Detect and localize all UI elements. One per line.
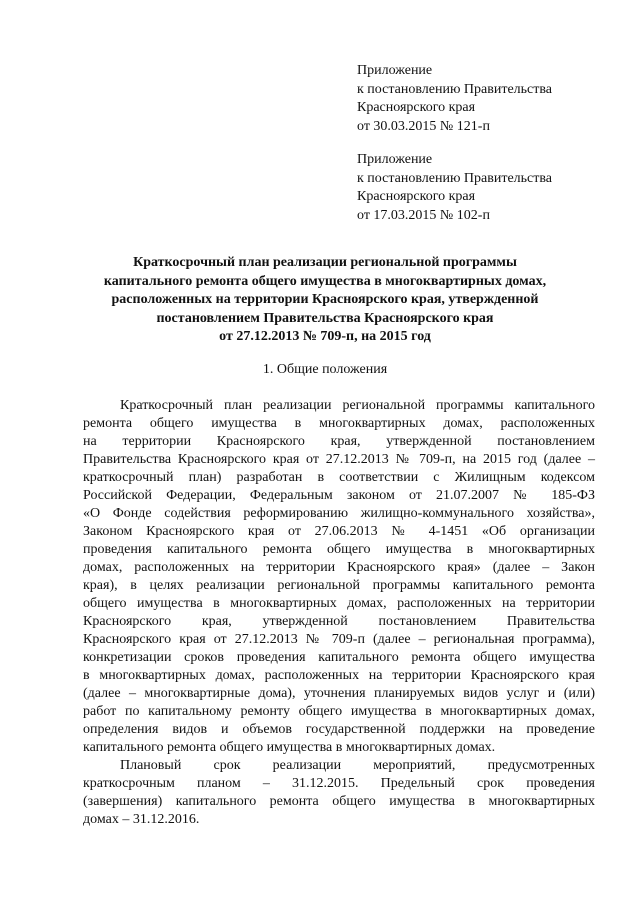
paragraph-line: на территории Красноярского края, утвержденной постановлением [83,434,595,449]
title-line: постановлением Правительства Красноярского края [156,310,494,326]
paragraph-line: края), в целях реализации региональной программы капитального ремонта [83,578,595,593]
document-title [70,254,580,347]
paragraph-line: в многоквартирных домах, расположенных на территории Красноярского края [83,668,595,683]
paragraph-line: Плановый срок реализации мероприятий, предусмотренных [120,758,595,773]
paragraph-line: общего имущества в многоквартирных домах, расположенных на территории [83,596,595,611]
appendix-line: Приложение [357,63,433,78]
appendix-note-current [357,62,552,136]
paragraph-line: домах – 31.12.2016. [83,812,200,827]
title-line: от 27.12.2013 № 709-п, на 2015 год [219,329,431,344]
appendix-line: Приложение [357,152,433,167]
appendix-line: к постановлению Правительства [357,81,553,97]
paragraph-line: домах, расположенных на территории Красноярского края» (далее – Закон [83,560,595,575]
paragraph-line: проведения капитального ремонта общего имущества в многоквартирных [83,542,595,557]
paragraph-line: (завершения) капитального ремонта общего имущества в многоквартирных [83,794,595,809]
paragraph-line: Российской Федерации, Федеральным законом от 21.07.2007 № 185-ФЗ [83,488,595,503]
paragraph-line: капитального ремонта общего имущества в многоквартирных домах. [83,740,496,755]
paragraph-line: Правительства Красноярского края от 27.12.2013 № 709-п, на 2015 год (далее – [83,452,595,467]
paragraph-line: Краткосрочный план реализации региональной программы капитального [120,398,595,413]
appendix-note-original [357,151,552,225]
paragraph-line: Красноярского края, утвержденной постановлением Правительства [83,614,595,629]
paragraph-line: конкретизации сроков проведения капитального ремонта общего имущества [83,650,595,665]
paragraph-line: краткосрочным планом – 31.12.2015. Предельный срок проведения [83,776,595,791]
appendix-line: Красноярского края [357,189,476,204]
paragraph-line: краткосрочный план) разработан в соответствии с Жилищным кодексом [83,470,595,485]
appendix-line: от 30.03.2015 № 121-п [357,118,490,134]
paragraph-line: определения видов и объемов государственной поддержки на проведение [83,722,595,737]
appendix-line: к постановлению Правительства [357,170,553,186]
title-line: Краткосрочный план реализации региональной программы [133,255,517,270]
paragraph-line: «О Фонде содействия реформированию жилищно-коммунального хозяйства», [83,506,595,521]
title-line: капитального ремонта общего имущества в многоквартирных домах, [103,273,547,289]
paragraph-line: Законом Красноярского края от 27.06.2013 № 4-1451 «Об организации [83,524,595,539]
section-heading: 1. Общие положения [262,362,388,377]
paragraph-deadlines [83,757,595,829]
appendix-line: от 17.03.2015 № 102-п [357,207,490,223]
paragraph-line: (далее – многоквартирные дома), уточнения планируемых видов услуг и (или) [83,686,595,701]
appendix-line: Красноярского края [357,100,476,115]
paragraph-line: ремонта общего имущества в многоквартирных домах, расположенных [83,416,595,431]
paragraph-line: Красноярского края от 27.12.2013 № 709-п (далее – региональная программа), [83,632,595,647]
paragraph-purpose [83,397,595,757]
paragraph-line: работ по капитальному ремонту общего имущества в многоквартирных домах, [83,704,595,719]
title-line: расположенных на территории Красноярского края, утвержденной [111,292,539,307]
